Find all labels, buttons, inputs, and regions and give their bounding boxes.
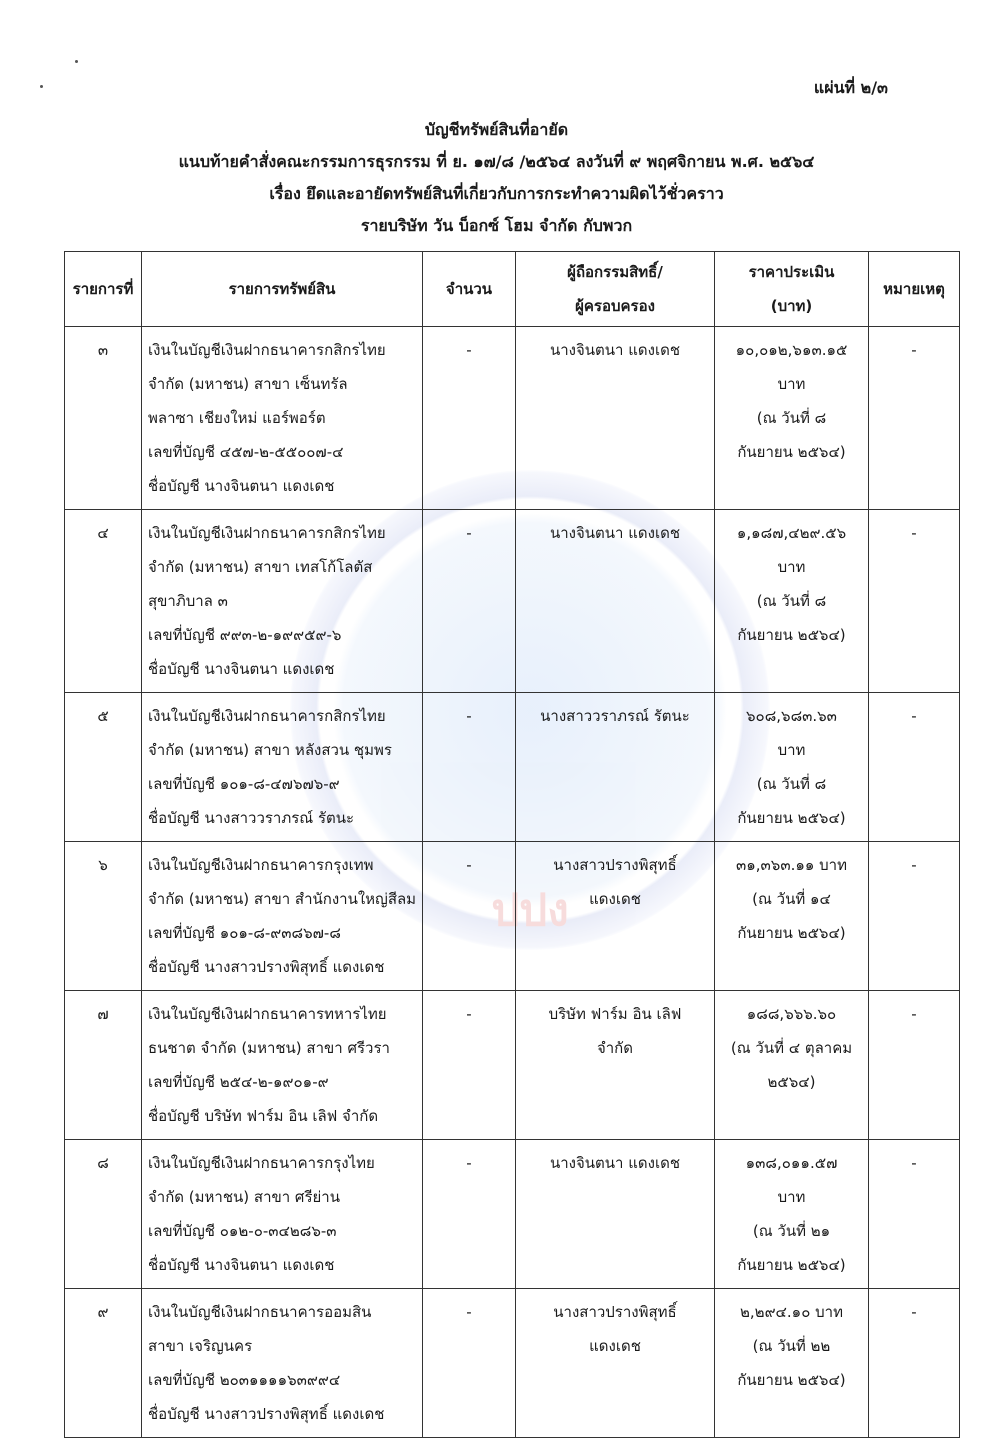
- watermark-text: ปปง: [491, 885, 569, 936]
- cell-asset-line: เงินในบัญชีเงินฝากธนาคารกรุงไทย: [148, 1154, 375, 1172]
- cell-asset-line: เลขที่บัญชี ๐๑๒-๐-๓๔๒๘๖-๓: [148, 1222, 337, 1240]
- cell-value-line: บาท: [777, 741, 806, 759]
- cell-note: -: [869, 327, 960, 510]
- cell-asset: [142, 1289, 423, 1438]
- cell-value: [715, 327, 869, 510]
- cell-item-no: ๕: [65, 693, 142, 842]
- cell-quantity: -: [423, 693, 516, 842]
- scan-dot: [40, 85, 43, 88]
- cell-asset: [142, 1140, 423, 1289]
- cell-owner: [516, 1140, 715, 1289]
- col-header-asset: รายการทรัพย์สิน: [142, 252, 423, 327]
- cell-asset-line: ชื่อบัญชี นางจินตนา แดงเดช: [148, 660, 335, 678]
- cell-asset-line: เลขที่บัญชี ๒๐๓๑๑๑๑๖๓๙๙๔: [148, 1371, 341, 1389]
- sheet-number: แผ่นที่ ๒/๓: [813, 78, 888, 97]
- cell-value-line: บาท: [777, 375, 806, 393]
- cell-value-line: (ณ วันที่ ๘: [756, 592, 827, 610]
- cell-value-line: กันยายน ๒๕๖๔): [737, 443, 846, 461]
- cell-item-no: ๘: [65, 1140, 142, 1289]
- cell-value-line: (ณ วันที่ ๔ ตุลาคม: [730, 1039, 853, 1057]
- cell-value-line: (ณ วันที่ ๘: [756, 409, 827, 427]
- cell-asset-line: ธนชาต จำกัด (มหาชน) สาขา ศรีวรา: [148, 1039, 390, 1057]
- cell-value-line: ๓๑,๓๖๓.๑๑ บาท: [736, 856, 847, 874]
- value-header-line: (บาท): [770, 297, 813, 315]
- company-line: รายบริษัท วัน บ็อกซ์ โฮม จำกัด กับพวก: [360, 216, 633, 235]
- col-header-owner: [516, 252, 715, 327]
- cell-asset: [142, 991, 423, 1140]
- cell-asset-line: เลขที่บัญชี ๑๐๑-๘-๔๗๖๗๖-๙: [148, 775, 340, 793]
- cell-value-line: (ณ วันที่ ๒๒: [752, 1337, 831, 1355]
- cell-item-no: ๙: [65, 1289, 142, 1438]
- cell-note: -: [869, 1289, 960, 1438]
- table-row: [65, 327, 960, 510]
- cell-owner: [516, 693, 715, 842]
- cell-owner: [516, 1289, 715, 1438]
- cell-quantity: -: [423, 991, 516, 1140]
- cell-value-line: (ณ วันที่ ๘: [756, 775, 827, 793]
- cell-note: -: [869, 842, 960, 991]
- cell-value-line: กันยายน ๒๕๖๔): [737, 809, 846, 827]
- cell-value: [715, 842, 869, 991]
- cell-value: [715, 510, 869, 693]
- cell-note: -: [869, 693, 960, 842]
- cell-quantity: -: [423, 1289, 516, 1438]
- cell-value-line: กันยายน ๒๕๖๔): [737, 924, 846, 942]
- cell-quantity: -: [423, 1140, 516, 1289]
- cell-value-line: ๑,๑๘๗,๔๒๙.๕๖: [736, 524, 847, 542]
- cell-asset-line: จำกัด (มหาชน) สาขา เซ็นทรัล: [148, 375, 348, 393]
- col-header-quantity: จำนวน: [423, 252, 516, 327]
- cell-quantity: -: [423, 842, 516, 991]
- value-header-line: ราคาประเมิน: [748, 263, 835, 281]
- cell-owner-line: แดงเดช: [589, 1337, 641, 1355]
- cell-value-line: บาท: [777, 1188, 806, 1206]
- cell-note: -: [869, 510, 960, 693]
- cell-owner-line: นางสาวปรางพิสุทธิ์: [553, 856, 677, 874]
- document-title: บัญชีทรัพย์สินที่อายัด: [424, 120, 569, 139]
- cell-value-line: กันยายน ๒๕๖๔): [737, 1256, 846, 1274]
- cell-asset-line: สาขา เจริญนคร: [148, 1337, 253, 1355]
- cell-value-line: ๖๐๘,๖๘๓.๖๓: [746, 707, 837, 725]
- cell-item-no: ๓: [65, 327, 142, 510]
- cell-value-line: กันยายน ๒๕๖๔): [737, 1371, 846, 1389]
- cell-value-line: ๒๕๖๔): [767, 1073, 816, 1091]
- table-row: [65, 1289, 960, 1438]
- cell-asset-line: เงินในบัญชีเงินฝากธนาคารกรุงเทพ: [148, 856, 374, 874]
- cell-asset-line: เงินในบัญชีเงินฝากธนาคารกสิกรไทย: [148, 524, 386, 542]
- cell-value: [715, 1289, 869, 1438]
- table-row: [65, 693, 960, 842]
- cell-asset-line: จำกัด (มหาชน) สาขา ศรีย่าน: [148, 1188, 340, 1206]
- cell-value-line: กันยายน ๒๕๖๔): [737, 626, 846, 644]
- cell-asset-line: ชื่อบัญชี บริษัท ฟาร์ม อิน เลิฟ จำกัด: [148, 1107, 379, 1125]
- cell-asset-line: เลขที่บัญชี ๒๕๔-๒-๑๙๐๑-๙: [148, 1073, 329, 1091]
- cell-asset-line: ชื่อบัญชี นางสาวปรางพิสุทธิ์ แดงเดช: [148, 1405, 385, 1423]
- cell-note: -: [869, 1140, 960, 1289]
- table-row: [65, 842, 960, 991]
- cell-value-line: ๑๓๘,๐๑๑.๕๗: [745, 1154, 838, 1172]
- cell-value-line: ๒,๒๙๔.๑๐ บาท: [740, 1303, 843, 1321]
- cell-asset-line: เลขที่บัญชี ๔๕๗-๒-๕๕๐๐๗-๔: [148, 443, 344, 461]
- cell-owner: [516, 327, 715, 510]
- table-row: [65, 510, 960, 693]
- cell-asset-line: เลขที่บัญชี ๑๐๑-๘-๙๓๘๖๗-๘: [148, 924, 341, 942]
- cell-asset-line: จำกัด (มหาชน) สาขา สำนักงานใหญ่สีลม: [148, 890, 416, 908]
- cell-owner-line: จำกัด: [596, 1039, 634, 1057]
- cell-owner-line: นางสาววราภรณ์ รัตนะ: [540, 707, 690, 725]
- cell-asset-line: จำกัด (มหาชน) สาขา เทสโก้โลตัส: [148, 558, 373, 576]
- cell-item-no: ๖: [65, 842, 142, 991]
- cell-asset-line: ชื่อบัญชี นางสาววราภรณ์ รัตนะ: [148, 809, 355, 827]
- cell-value: [715, 991, 869, 1140]
- cell-asset-line: พลาซา เชียงใหม่ แอร์พอร์ต: [148, 409, 326, 427]
- cell-owner-line: นางจินตนา แดงเดช: [549, 341, 680, 359]
- table-row: [65, 1140, 960, 1289]
- table-row: [65, 991, 960, 1140]
- cell-item-no: ๗: [65, 991, 142, 1140]
- cell-owner-line: นางจินตนา แดงเดช: [549, 1154, 680, 1172]
- cell-note: -: [869, 991, 960, 1140]
- cell-value-line: ๑๐,๐๑๒,๖๑๓.๑๕: [735, 341, 848, 359]
- cell-item-no: ๔: [65, 510, 142, 693]
- cell-asset-line: เงินในบัญชีเงินฝากธนาคารกสิกรไทย: [148, 341, 386, 359]
- cell-owner-line: นางจินตนา แดงเดช: [549, 524, 680, 542]
- cell-asset: [142, 842, 423, 991]
- cell-owner: [516, 991, 715, 1140]
- cell-owner-line: แดงเดช: [589, 890, 641, 908]
- cell-value-line: ๑๘๘,๖๖๖.๖๐: [746, 1005, 837, 1023]
- cell-asset: [142, 510, 423, 693]
- cell-asset-line: ชื่อบัญชี นางจินตนา แดงเดช: [148, 477, 335, 495]
- col-header-value: [715, 252, 869, 327]
- cell-value: [715, 1140, 869, 1289]
- owner-header-line: ผู้ถือกรรมสิทธิ์/: [567, 263, 663, 281]
- cell-asset: [142, 327, 423, 510]
- asset-table: [64, 251, 960, 1438]
- cell-value-line: (ณ วันที่ ๒๑: [752, 1222, 831, 1240]
- cell-quantity: -: [423, 510, 516, 693]
- cell-asset-line: ชื่อบัญชี นางสาวปรางพิสุทธิ์ แดงเดช: [148, 958, 385, 976]
- cell-asset-line: เลขที่บัญชี ๙๙๓-๒-๑๙๙๕๙-๖: [148, 626, 342, 644]
- cell-owner-line: บริษัท ฟาร์ม อิน เลิฟ: [548, 1005, 682, 1023]
- subject-line: เรื่อง ยึดและอายัดทรัพย์สินที่เกี่ยวกับการกระทำความผิดไว้ชั่วคราว: [269, 184, 724, 203]
- cell-value: [715, 693, 869, 842]
- cell-asset-line: เงินในบัญชีเงินฝากธนาคารออมสิน: [148, 1303, 372, 1321]
- cell-owner: [516, 842, 715, 991]
- cell-value-line: บาท: [777, 558, 806, 576]
- cell-asset-line: จำกัด (มหาชน) สาขา หลังสวน ชุมพร: [148, 741, 392, 759]
- cell-asset-line: ชื่อบัญชี นางจินตนา แดงเดช: [148, 1256, 335, 1274]
- cell-asset-line: สุขาภิบาล ๓: [148, 592, 228, 610]
- col-header-note: หมายเหตุ: [869, 252, 960, 327]
- cell-owner-line: นางสาวปรางพิสุทธิ์: [553, 1303, 677, 1321]
- order-reference: แนบท้ายคำสั่งคณะกรรมการธุรกรรม ที่ ย. ๑๗/๘ /๒๕๖๔ ลงวันที่ ๙ พฤศจิกายน พ.ศ. ๒๕๖๔: [178, 152, 815, 171]
- cell-owner: [516, 510, 715, 693]
- cell-asset-line: เงินในบัญชีเงินฝากธนาคารกสิกรไทย: [148, 707, 386, 725]
- owner-header-line: ผู้ครอบครอง: [575, 297, 655, 315]
- cell-asset-line: เงินในบัญชีเงินฝากธนาคารทหารไทย: [148, 1005, 387, 1023]
- col-header-item-no: รายการที่: [65, 252, 142, 327]
- cell-quantity: -: [423, 327, 516, 510]
- table-header-row: [65, 252, 960, 327]
- scan-dot: [75, 60, 78, 63]
- cell-value-line: (ณ วันที่ ๑๔: [752, 890, 831, 908]
- cell-asset: [142, 693, 423, 842]
